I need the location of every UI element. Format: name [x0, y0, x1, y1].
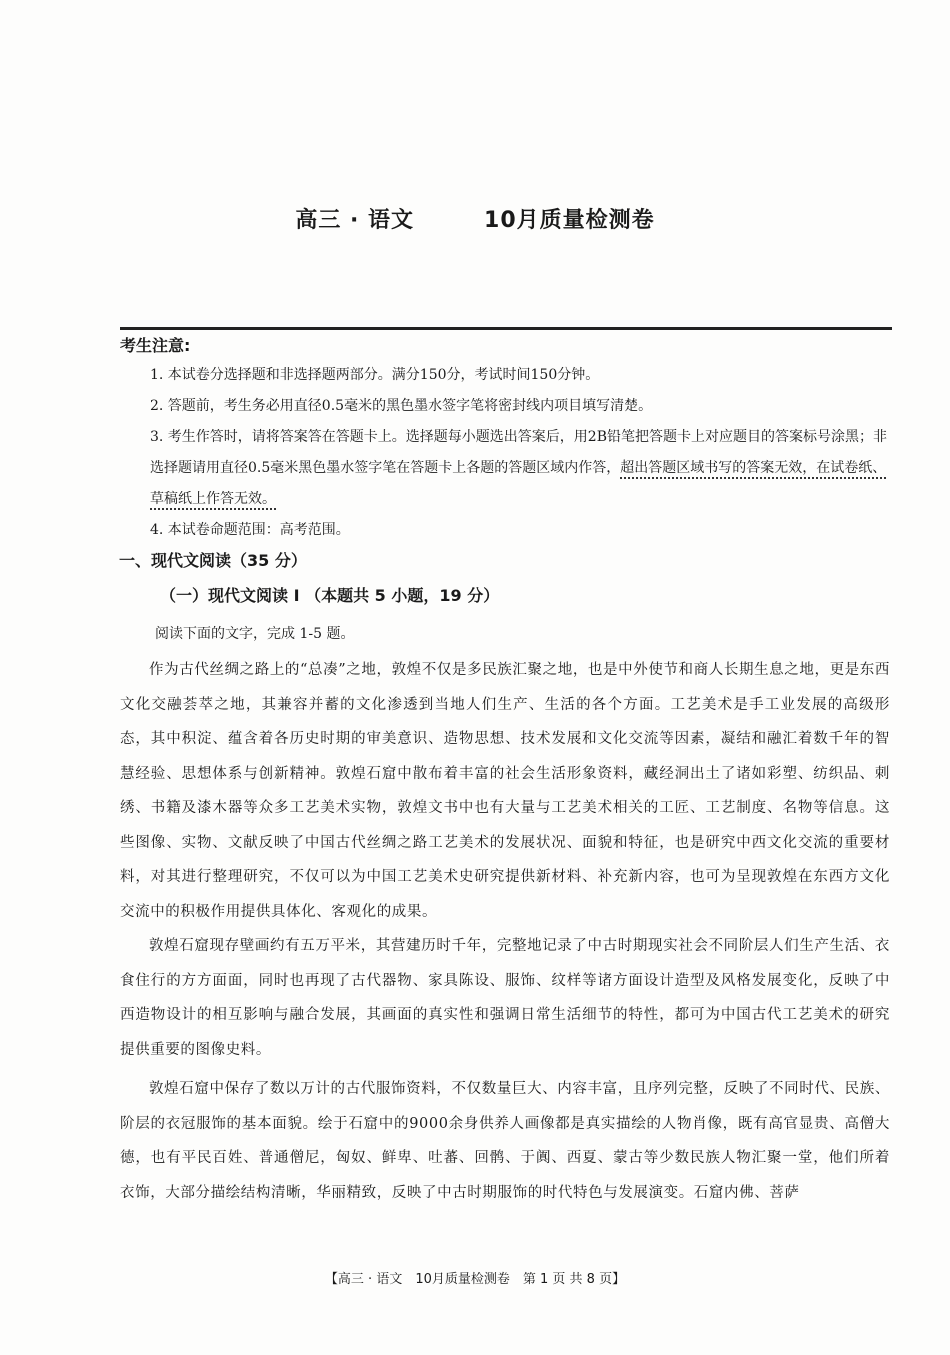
section-heading-modern-reading: 一、现代文阅读（35 分）: [119, 551, 307, 570]
title-exam-name: 10月质量检测卷: [484, 208, 655, 233]
candidate-notice: [120, 333, 895, 546]
subsection-heading-reading-1: （一）现代文阅读 I （本题共 5 小题，19 分）: [160, 586, 500, 605]
notice-item-2: 2. 答题前，考生务必用直径0.5毫米的黑色墨水签字笔将密封线内项目填写清楚。: [150, 398, 653, 414]
notice-item-3-text: 3. 考生作答时，请将答案答在答题卡上。选择题每小题选出答案后，用2B铅笔把答题卡上对应题目的答案标号涂黑；非选择题请用直径0.5毫米黑色墨水签字笔在答题卡上各题的答题区域内作答，: [150, 429, 887, 476]
page-title: [0, 203, 950, 234]
passage-paragraph-3: 敦煌石窟中保存了数以万计的古代服饰资料，不仅数量巨大、内容丰富，且序列完整，反映了不同时代、民族、阶层的衣冠服饰的基本面貌。绘于石窟中的9000余身供养人画像都是真实描绘的人物肖像，既有高官显贵、高僧大德，也有平民百姓、普通僧尼，匈奴、鲜卑、吐蕃、回鹘、于阗、西夏、蒙古等少数民族人物汇聚一堂，他们所着衣饰，大部分描绘结构清晰，华丽精致，反映了中古时期服饰的时代特色与发展演变。石窟内佛、菩萨: [120, 1081, 890, 1201]
passage-paragraph-2: 敦煌石窟现存壁画约有五万平米，其营建历时千年，完整地记录了中古时期现实社会不同阶层人们生产生活、衣食住行的方方面面，同时也再现了古代器物、家具陈设、服饰、纹样等诸方面设计造型及风格发展变化，反映了中西造物设计的相互影响与融合发展，其画面的真实性和强调日常生活细节的特性，都可为中国古代工艺美术的研究提供重要的图像史料。: [120, 938, 890, 1058]
notice-item-4: 4. 本试卷命题范围：高考范围。: [150, 522, 350, 538]
reading-instruction: 阅读下面的文字，完成 1-5 题。: [155, 626, 355, 642]
notice-item-1: 1. 本试卷分选择题和非选择题两部分。满分150分，考试时间150分钟。: [150, 367, 600, 383]
passage-paragraph-1: 作为古代丝绸之路上的“总凑”之地，敦煌不仅是多民族汇聚之地，也是中外使节和商人长期生息之地，更是东西文化交融荟萃之地，其兼容并蓄的文化渗透到当地人们生产、生活的各个方面。工艺美术是手工业发展的高级形态，其中积淀、蕴含着各历史时期的审美意识、造物思想、技术发展和文化交流等因素，凝结和融汇着数千年的智慧经验、思想体系与创新精神。敦煌石窟中散布着丰富的社会生活形象资料，藏经洞出土了诸如彩塑、纺织品、刺绣、书籍及漆木器等众多工艺美术实物，敦煌文书中也有大量与工艺美术相关的工匠、工艺制度、名物等信息。这些图像、实物、文献反映了中国古代丝绸之路工艺美术的发展状况、面貌和特征，也是研究中西文化交流的重要材料，对其进行整理研究，不仅可以为中国工艺美术史研究提供新材料、补充新内容，也可为呈现敦煌在东西方文化交流中的积极作用提供具体化、客观化的成果。: [120, 662, 890, 920]
notice-heading: 考生注意:: [120, 336, 191, 355]
page-footer: 【高三 · 语文 10月质量检测卷 第 1 页 共 8 页】: [324, 1272, 626, 1287]
notice-item-3-emphasis: 超出答题区域书写的答案无效，在试卷纸、草稿纸上作答无效。: [150, 460, 886, 510]
title-subject: 高三 · 语文: [295, 208, 415, 233]
notice-item-3: [150, 422, 895, 515]
header-divider: [120, 327, 892, 330]
